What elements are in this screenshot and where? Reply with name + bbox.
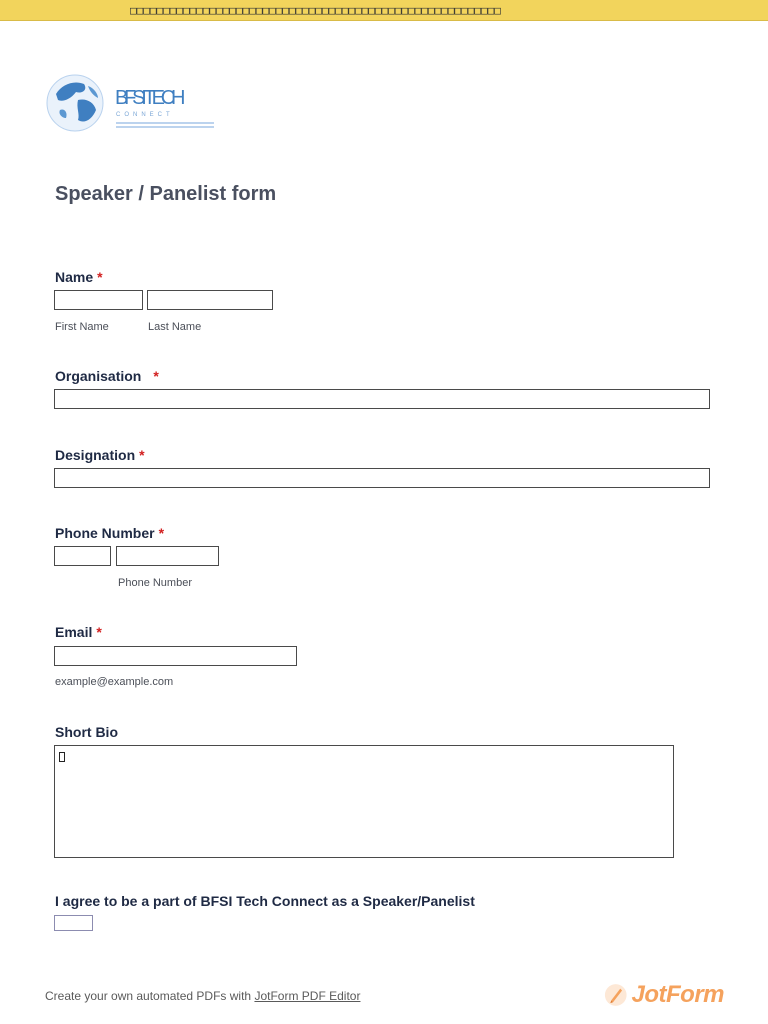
phone-label <box>55 525 164 541</box>
phone-number-sublabel: Phone Number <box>118 577 192 589</box>
organisation-label <box>55 368 159 384</box>
agree-label: I agree to be a part of BFSI Tech Connect as a Speaker/Panelist <box>55 893 475 909</box>
organisation-input[interactable] <box>54 389 710 409</box>
footer-text <box>45 989 360 1003</box>
jotform-logo <box>604 980 724 1010</box>
footer-text-prefix: Create your own automated PDFs with <box>45 989 255 1003</box>
required-marker: * <box>96 624 102 640</box>
designation-label-text: Designation <box>55 447 136 463</box>
globe-logo-icon <box>44 70 219 136</box>
bfsi-tech-connect-logo <box>44 70 219 136</box>
required-marker: * <box>97 269 103 285</box>
email-sublabel: example@example.com <box>55 676 174 688</box>
email-label <box>55 624 102 640</box>
last-name-sublabel: Last Name <box>148 321 202 333</box>
organisation-label-text: Organisation <box>55 368 142 384</box>
jotform-wordmark: JotForm <box>631 981 724 1008</box>
jotform-pdf-editor-link[interactable]: JotForm PDF Editor <box>254 989 361 1003</box>
name-label-text: Name <box>55 269 94 285</box>
short-bio-label: Short Bio <box>55 724 118 740</box>
designation-input[interactable] <box>54 468 710 488</box>
required-marker: * <box>139 447 145 463</box>
first-name-sublabel: First Name <box>55 321 109 333</box>
designation-label <box>55 447 145 463</box>
logo-subtitle: CONNECT <box>116 112 174 118</box>
page-title: Speaker / Panelist form <box>55 183 277 205</box>
phone-label-text: Phone Number <box>55 525 155 541</box>
phone-area-code-input[interactable] <box>54 546 111 566</box>
required-marker: * <box>153 368 159 384</box>
first-name-input[interactable] <box>54 290 143 310</box>
email-label-text: Email <box>55 624 93 640</box>
last-name-input[interactable] <box>147 290 273 310</box>
required-marker: * <box>158 525 165 541</box>
short-bio-textarea[interactable] <box>54 745 674 858</box>
name-label <box>55 269 103 285</box>
top-banner: □□□□□□□□□□□□□□□□□□□□□□□□□□□□□□□□□□□□□□□□□□□□□□□□□□□□□□□□ <box>0 0 768 21</box>
email-input[interactable] <box>54 646 297 666</box>
phone-number-input[interactable] <box>116 546 219 566</box>
text-caret-icon <box>59 752 65 762</box>
jotform-pencil-icon <box>604 982 628 1008</box>
logo-title: BFSI TECH <box>115 87 185 109</box>
agree-checkbox[interactable] <box>54 915 93 931</box>
